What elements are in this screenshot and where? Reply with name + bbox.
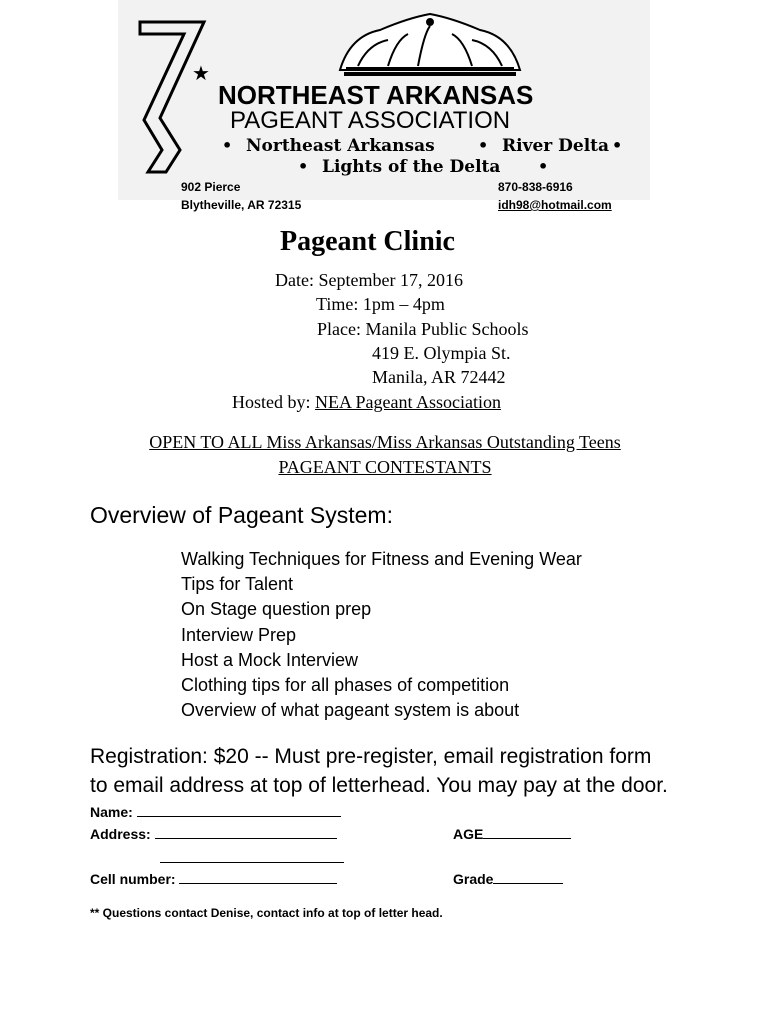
age-row: [453, 824, 571, 842]
event-date: Date: September 17, 2016: [275, 270, 463, 290]
cell-field[interactable]: [179, 869, 337, 884]
address-line1: 902 Pierce: [181, 180, 241, 194]
hosted-by: [232, 392, 501, 413]
cell-label: Cell number:: [90, 871, 176, 887]
address-field[interactable]: [155, 824, 337, 839]
page-title: Pageant Clinic: [280, 226, 455, 257]
svg-text:•: •: [298, 157, 309, 176]
registration-info: [90, 742, 668, 800]
event-street: 419 E. Olympia St.: [372, 343, 511, 363]
name-label: Name:: [90, 804, 133, 820]
age-label: AGE: [453, 826, 484, 842]
list-item: Overview of what pageant system is about: [181, 700, 520, 721]
list-item: Interview Prep: [181, 624, 297, 645]
org-line2: PAGEANT ASSOCIATION: [230, 107, 511, 134]
tagline-1b: River Delta: [502, 136, 610, 156]
association-logo: [118, 0, 650, 200]
svg-text:•: •: [478, 136, 489, 155]
age-field[interactable]: [483, 824, 571, 839]
logo-star-icon: ★: [192, 61, 210, 85]
footer-note: ** Questions contact Denise, contact info at top of letter head.: [90, 906, 443, 920]
grade-row: [453, 869, 563, 887]
tagline-1a: Northeast Arkansas: [246, 136, 435, 156]
list-item: Clothing tips for all phases of competition: [181, 675, 510, 696]
hosted-label: Hosted by:: [232, 392, 311, 412]
list-item: On Stage question prep: [181, 599, 372, 620]
list-item: Host a Mock Interview: [181, 649, 359, 670]
event-time: Time: 1pm – 4pm: [316, 294, 445, 314]
grade-field[interactable]: [493, 869, 563, 884]
overview-heading: Overview of Pageant System:: [90, 502, 393, 528]
grade-label: Grade: [453, 871, 494, 887]
svg-text:•: •: [612, 136, 623, 155]
address-line2: Blytheville, AR 72315: [181, 198, 302, 212]
registration-line2: to email address at top of letterhead. You may pay at the door.: [90, 774, 668, 797]
cell-row: [90, 869, 337, 887]
name-field[interactable]: [137, 802, 341, 817]
event-place: Place: Manila Public Schools: [317, 319, 529, 339]
email-link[interactable]: idh98@hotmail.com: [498, 198, 612, 212]
event-city: Manila, AR 72442: [372, 367, 506, 387]
open-line2: PAGEANT CONTESTANTS: [278, 457, 492, 477]
svg-text:•: •: [222, 136, 233, 155]
open-line1: OPEN TO ALL Miss Arkansas/Miss Arkansas Outstanding Teens: [149, 432, 621, 452]
address-field-line2[interactable]: [160, 862, 344, 863]
list-item: Tips for Talent: [181, 574, 294, 595]
address-label: Address:: [90, 826, 151, 842]
address-row: [90, 824, 337, 842]
svg-text:•: •: [538, 157, 549, 176]
tagline-2: Lights of the Delta: [322, 157, 501, 177]
org-line1: NORTHEAST ARKANSAS: [218, 80, 534, 110]
registration-line1: Registration: $20 -- Must pre-register, email registration form: [90, 745, 652, 768]
hosted-org: NEA Pageant Association: [315, 392, 501, 412]
name-row: [90, 802, 341, 820]
list-item: Walking Techniques for Fitness and Evening Wear: [181, 549, 582, 569]
phone: 870-838-6916: [498, 180, 573, 194]
overview-list: [181, 547, 582, 723]
